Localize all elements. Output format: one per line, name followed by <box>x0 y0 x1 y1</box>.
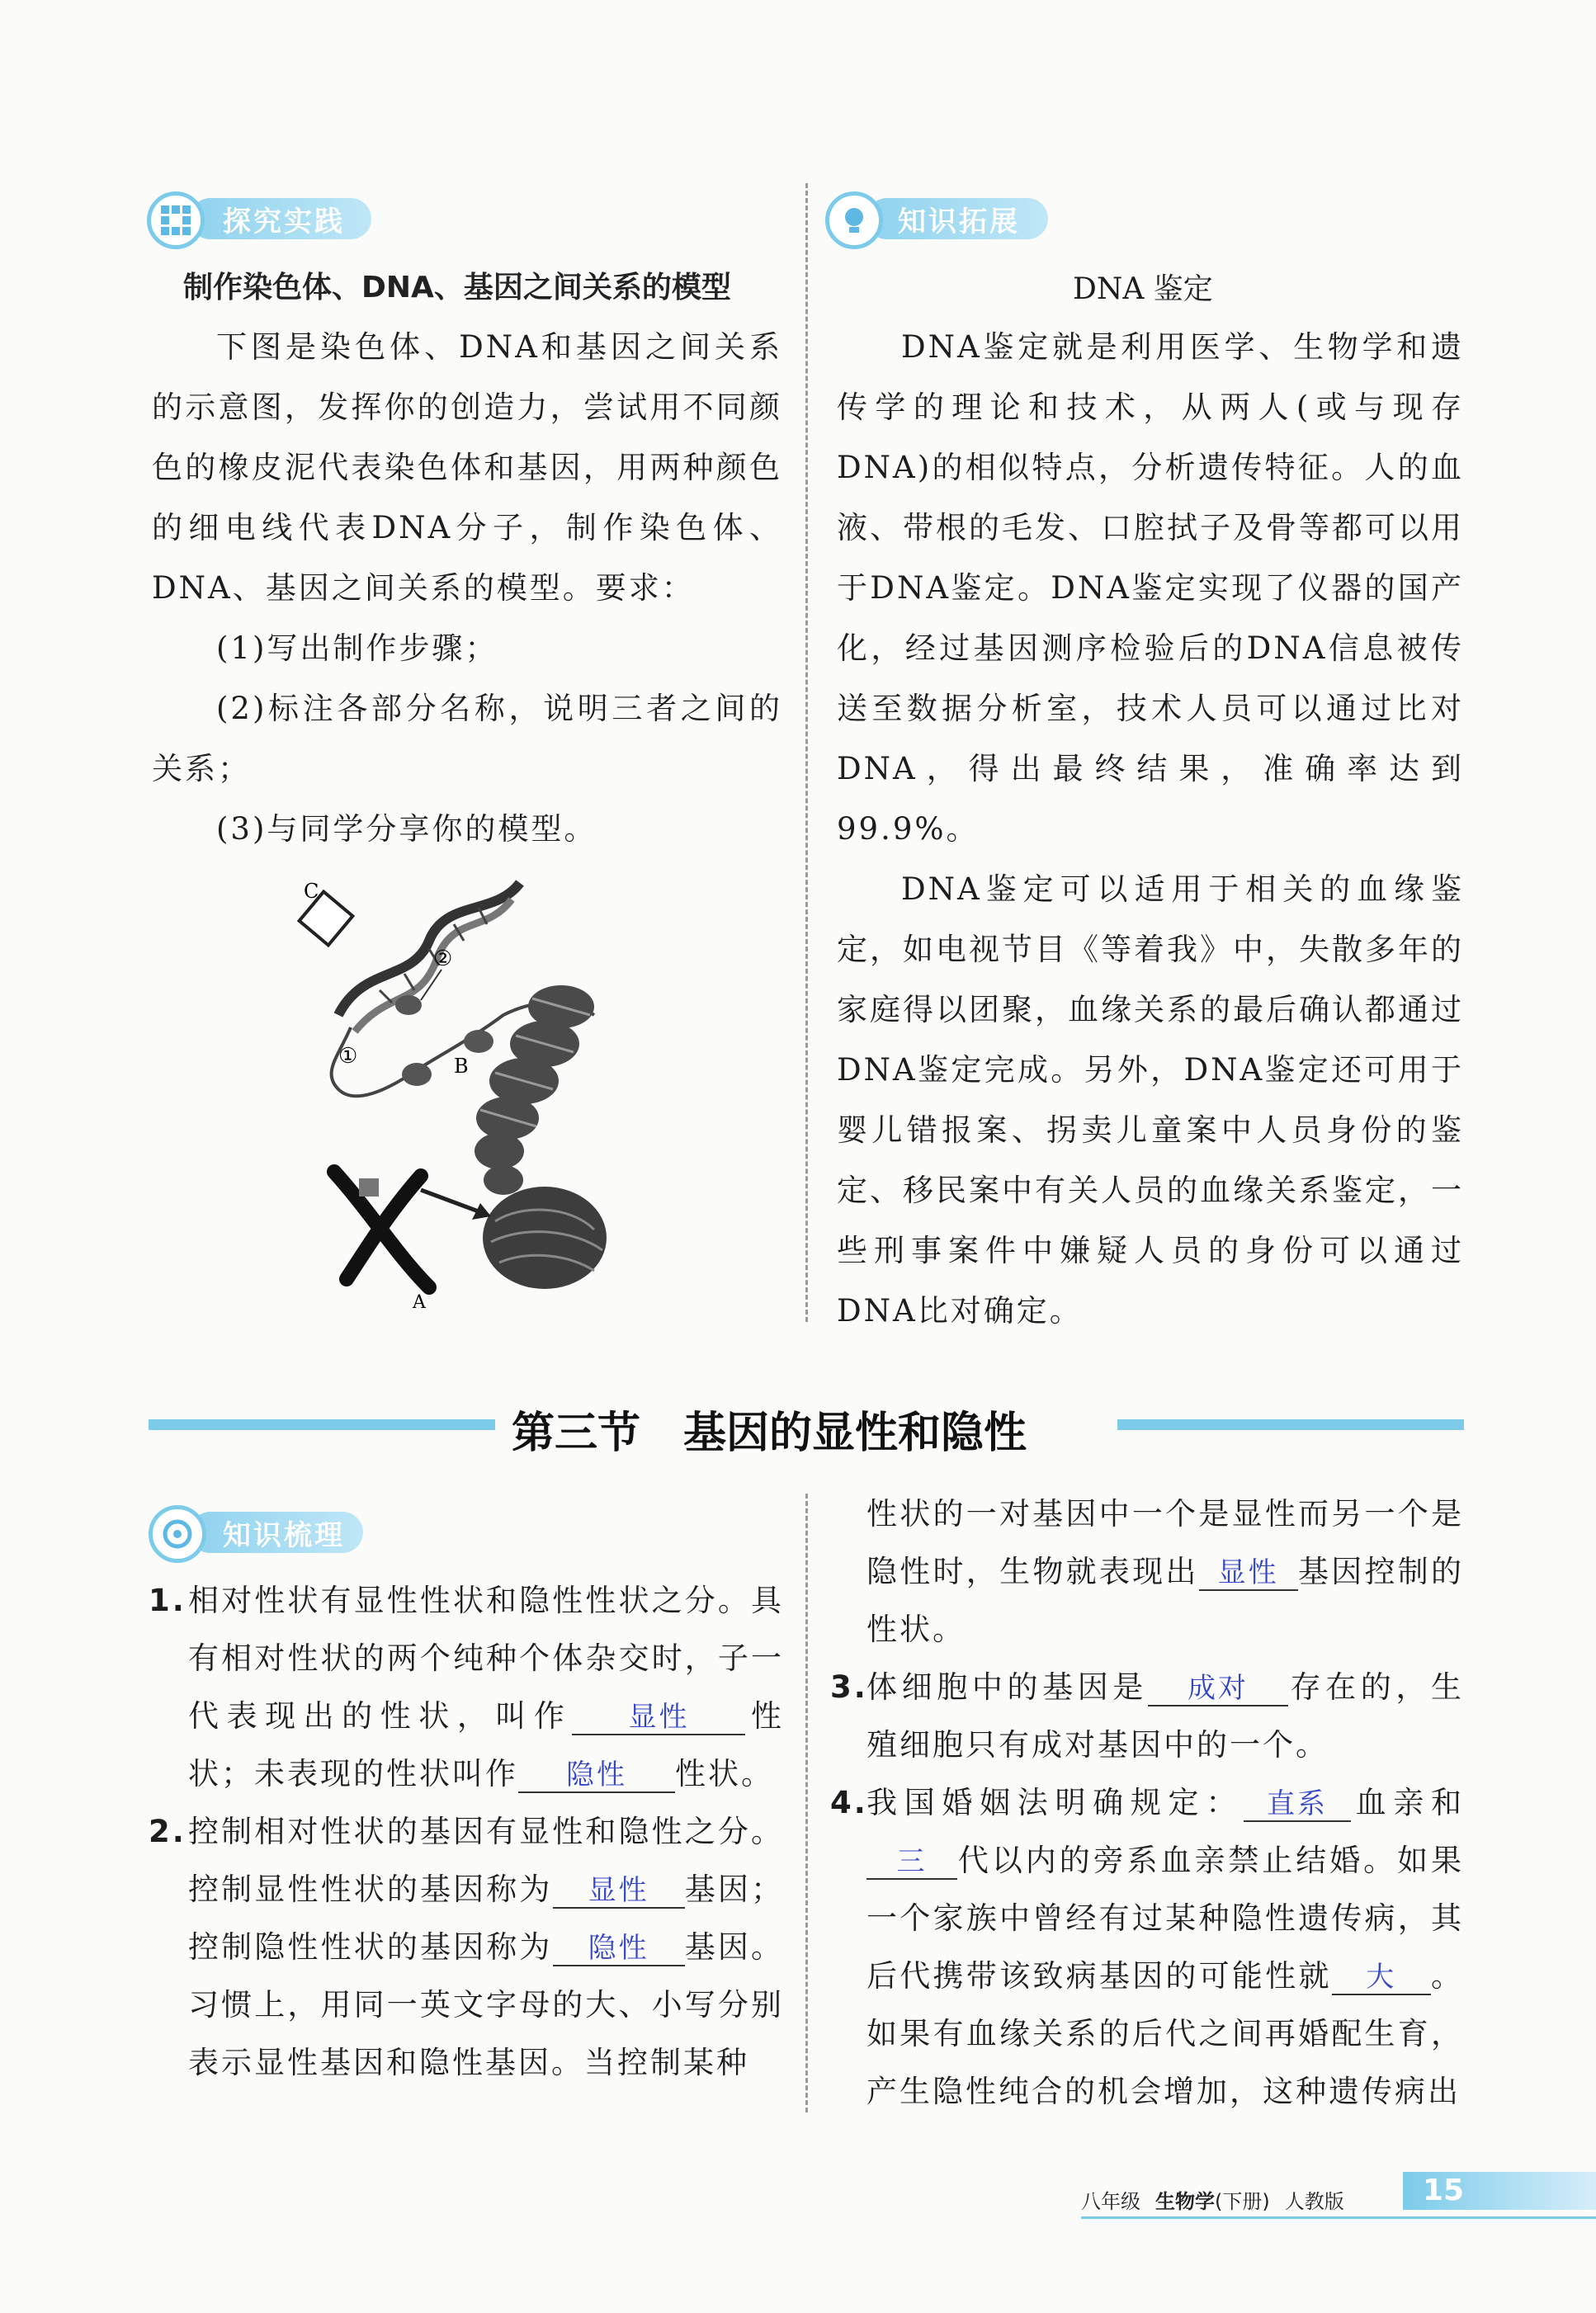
page-number-badge <box>1403 2172 1596 2210</box>
chromosome-dna-gene-figure <box>289 866 652 1312</box>
footer-subject-name: 生物学 <box>1155 2190 1215 2213</box>
item-2-text-3: 基因。习惯上，用同一英文字母的大、小写分别表示显性基因和隐性基因。当控制某种 <box>188 1929 785 2080</box>
item-1-text-3: 性状。 <box>675 1756 774 1791</box>
extension-paragraph-1: DNA鉴定就是利用医学、生物学和遗传学的理论和技术，从两人(或与现存DNA)的相似特点，分析遗传特征。人的血液、带根的毛发、口腔拭子及骨等都可以用于DNA鉴定。DNA鉴定实现了仪器的国产化，经过基因测序检验后的DNA信息被传送至数据分析室，技术人员可以通过比对DNA，得出最终结果，准确率达到99.9%。 <box>837 329 1464 847</box>
item-number: 3. <box>830 1669 868 1705</box>
activity-title: 制作染色体、DNA、基因之间关系的模型 <box>183 271 731 304</box>
tag-knowledge-extension <box>866 198 1048 239</box>
item-4-text-2: 血亲和 <box>1350 1785 1465 1820</box>
item-number: 2. <box>149 1814 187 1849</box>
label-b: B <box>454 1055 469 1078</box>
extension-paragraph-2: DNA鉴定可以适用于相关的血缘鉴定，如电视节目《等着我》中，失散多年的家庭得以团聚，血缘关系的最后确认都通过DNA鉴定完成。另外，DNA鉴定还可用于婴儿错报案、拐卖儿童案中人员身份的鉴定、移民案中有关人员的血缘关系鉴定，一些刑事案件中嫌疑人员的身份可以通过DNA比对确定。 <box>837 871 1464 1329</box>
footer-subject <box>1155 2185 1270 2214</box>
column-divider-top <box>805 183 808 1322</box>
item-number: 1. <box>149 1583 187 1618</box>
requirement-1: (1)写出制作步骤； <box>216 630 498 666</box>
activity-paragraph <box>152 317 782 859</box>
item-2-continued <box>866 1485 1464 1659</box>
section-title: 第三节 基因的显性和隐性 <box>512 1409 1027 1458</box>
requirement-2: (2)标注各部分名称，说明三者之间的关系； <box>152 691 782 786</box>
extension-text <box>837 317 1464 1341</box>
answer-blank: 直系 <box>1244 1787 1351 1822</box>
answer-blank: 隐性 <box>518 1758 675 1793</box>
activity-text: 下图是染色体、DNA和基因之间关系的示意图，发挥你的创造力，尝试用不同颜色的橡皮泥代表染色体和基因，用两种颜色的细电线代表DNA分子，制作染色体、DNA、基因之间关系的模型。要求： <box>152 329 782 606</box>
answer-blank: 显性 <box>1199 1556 1298 1591</box>
item-2-body <box>188 1803 784 2092</box>
answer-blank: 三 <box>866 1845 957 1880</box>
label-one: ① <box>338 1044 358 1069</box>
extension-title: DNA 鉴定 <box>1073 272 1213 306</box>
answer-blank: 成对 <box>1148 1672 1288 1706</box>
item-4-text-4: 。如果有血缘关系的后代之间再婚配生育，产生隐性纯合的机会增加，这种遗传病出 <box>866 1958 1465 2109</box>
requirement-3: (3)与同学分享你的模型。 <box>216 811 597 847</box>
item-1-text-1: 相对性状有显性性状和隐性性状之分。具有相对性状的两个纯种个体杂交时，子一代表现出的性状，叫作 <box>188 1583 784 1734</box>
item-4 <box>830 1774 1464 2121</box>
tag-knowledge-summary <box>190 1512 363 1553</box>
item-2-text-1: 控制相对性状的基因有显性和隐性之分。控制显性性状的基因称为 <box>188 1814 784 1907</box>
item-2-text-2: 基因；控制隐性性状的基因称为 <box>188 1872 785 1965</box>
item-3 <box>830 1659 1464 1774</box>
label-a: A <box>413 1292 426 1312</box>
item-4-text-1: 我国婚姻法明确规定： <box>866 1785 1244 1820</box>
item-3-text-1: 体细胞中的基因是 <box>866 1669 1148 1705</box>
label-c: C <box>304 880 319 903</box>
section-bar-right <box>1117 1419 1464 1430</box>
item-4-body <box>866 1774 1464 2121</box>
molecule-icon <box>147 191 205 249</box>
footer-grade: 八年级 <box>1081 2190 1140 2213</box>
item-3-text-2: 存在的，生殖细胞只有成对基因中的一个。 <box>866 1669 1465 1763</box>
tag-label: 探究实践 <box>223 205 345 238</box>
answer-blank: 显性 <box>572 1701 745 1735</box>
item-1 <box>149 1572 784 1803</box>
item-2c-text-2: 基因控制的性状。 <box>866 1554 1465 1647</box>
column-divider-bottom <box>805 1494 808 2112</box>
tag-inquiry-practice <box>190 198 371 239</box>
footer-volume: (下册) <box>1215 2190 1270 2213</box>
item-number: 4. <box>830 1785 868 1820</box>
answer-blank: 隐性 <box>553 1932 685 1966</box>
tag-label: 知识梳理 <box>223 1518 345 1552</box>
item-2c-text-1: 性状的一对基因中一个是显性而另一个是隐性时，生物就表现出 <box>866 1496 1464 1589</box>
label-two: ② <box>433 946 453 971</box>
item-1-text-2: 性状；未表现的性状叫作 <box>188 1698 785 1791</box>
footer <box>1081 2185 1344 2214</box>
item-3-body <box>866 1659 1464 1774</box>
lightbulb-icon <box>825 191 883 249</box>
compass-icon <box>149 1505 206 1563</box>
answer-blank: 大 <box>1332 1961 1431 1995</box>
answer-blank: 显性 <box>553 1874 685 1909</box>
footer-rule <box>1081 2216 1596 2219</box>
item-1-body <box>188 1572 784 1803</box>
section-bar-left <box>149 1419 495 1430</box>
item-4-text-3: 代以内的旁系血亲禁止结婚。如果一个家族中曾经有过某种隐性遗传病，其后代携带该致病基因的可能性就 <box>866 1843 1464 1994</box>
item-2 <box>149 1803 784 2092</box>
page-number: 15 <box>1423 2174 1465 2207</box>
tag-label: 知识拓展 <box>898 205 1020 238</box>
footer-edition: 人教版 <box>1284 2190 1344 2213</box>
